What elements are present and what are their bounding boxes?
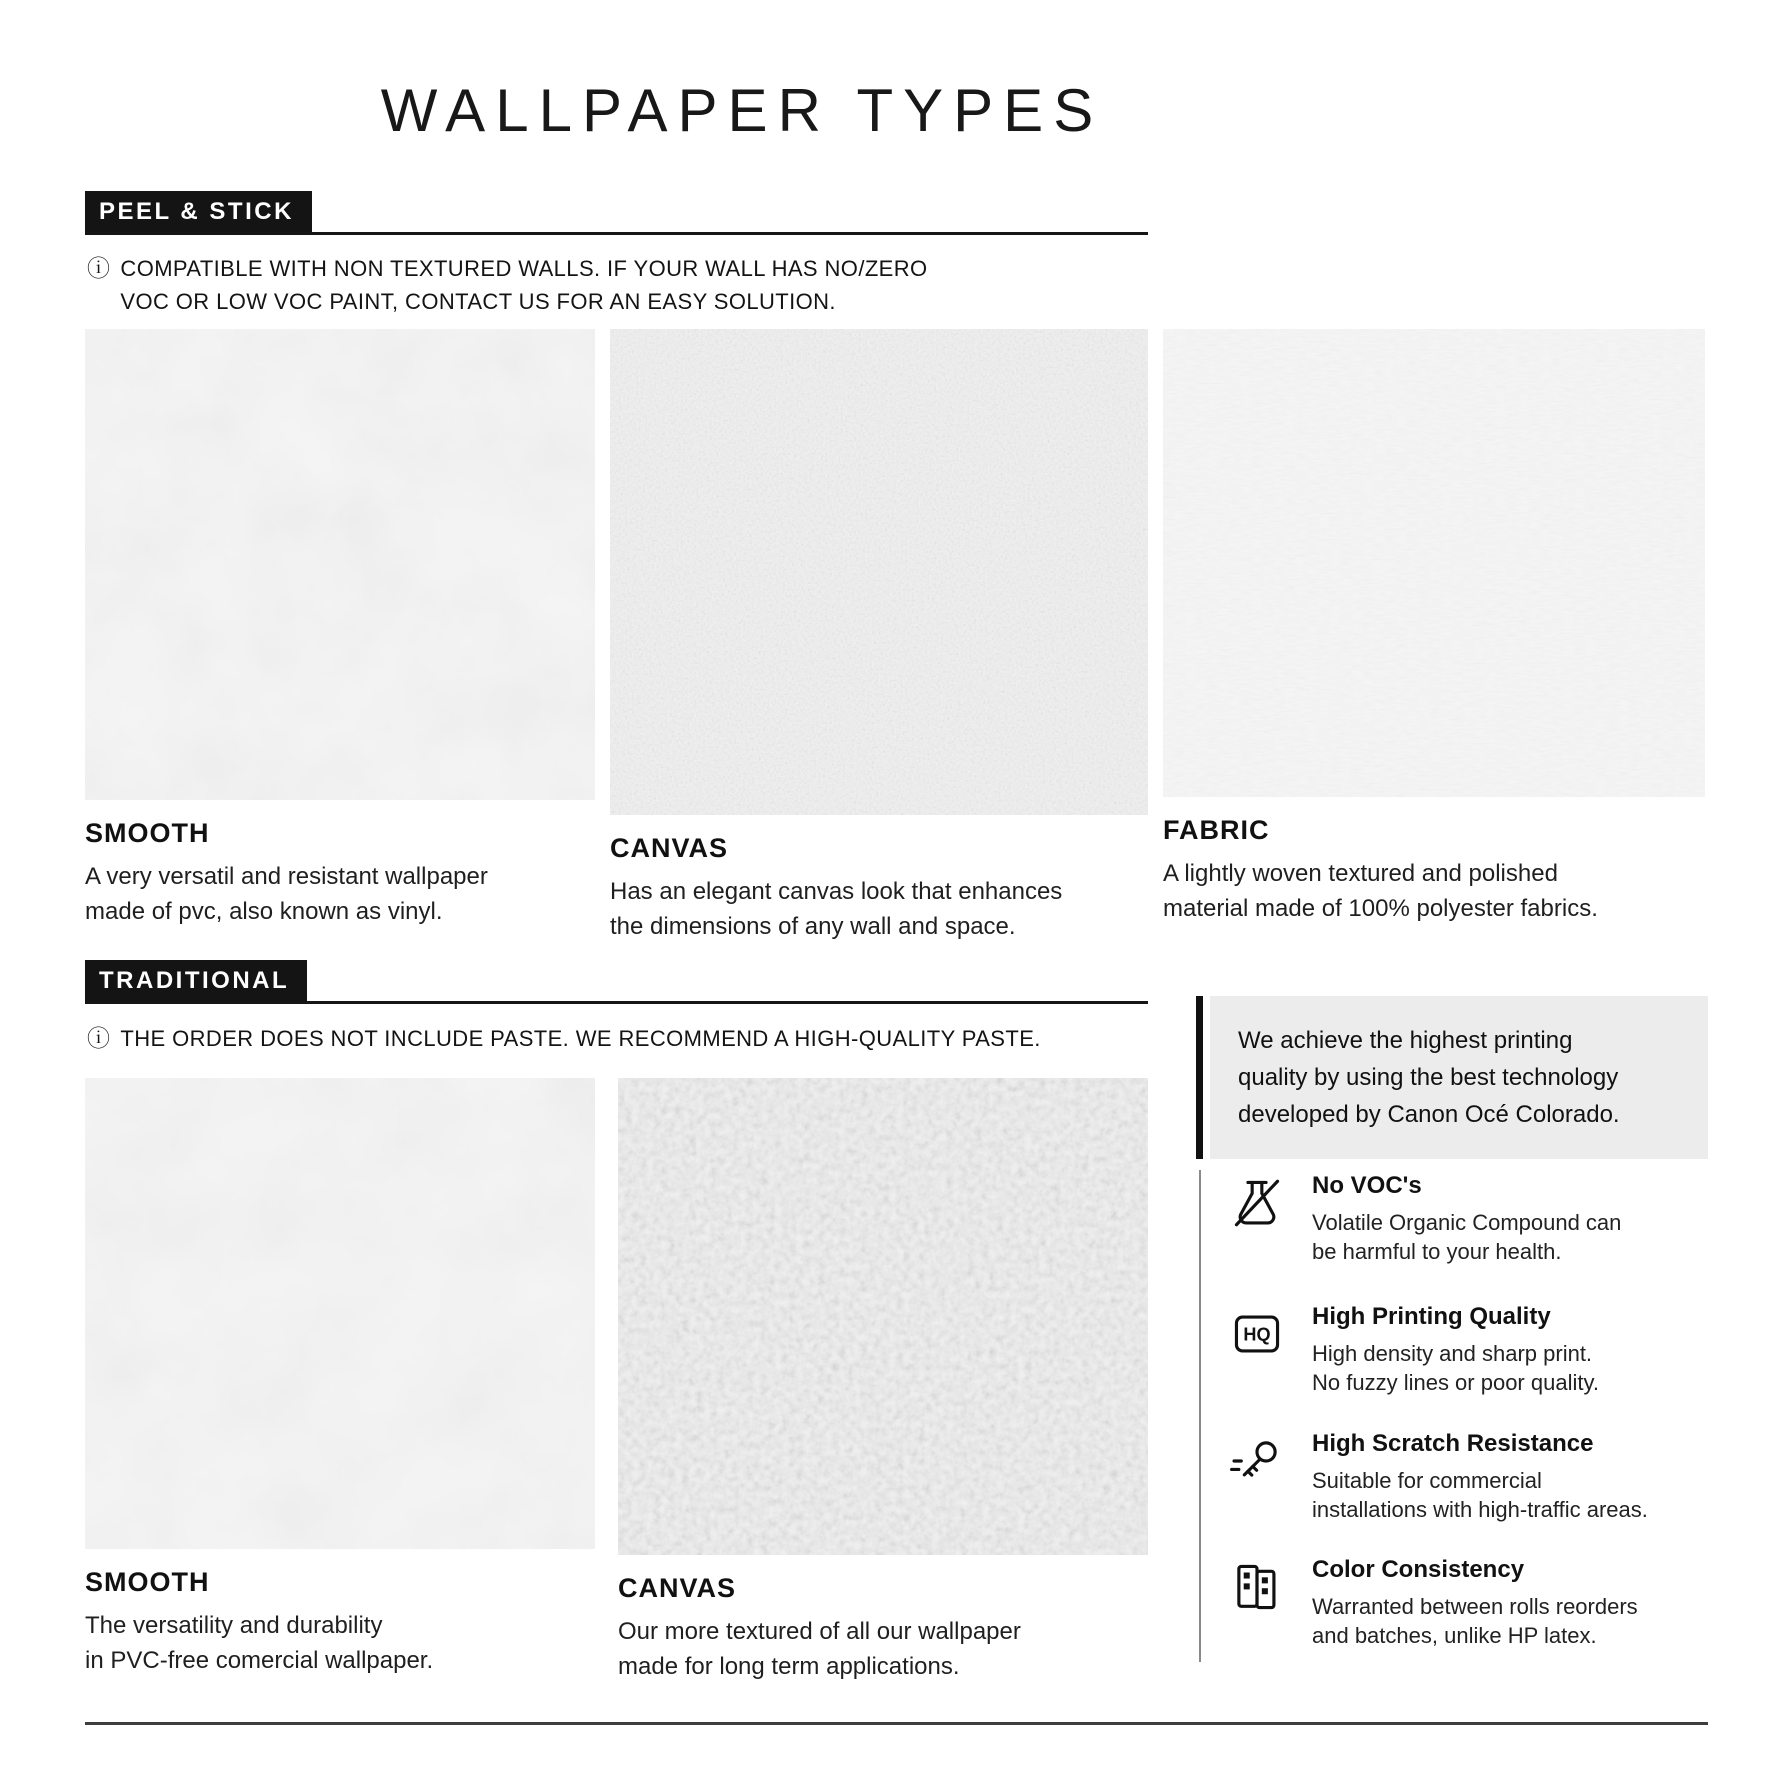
feature-description: Warranted between rolls reorders and batches, unlike HP latex.	[1312, 1594, 1638, 1648]
traditional-smooth-card	[85, 1078, 595, 1678]
swatch-description: Our more textured of all our wallpaper made for long term applications.	[618, 1618, 1021, 1680]
swatch-description: A very versatil and resistant wallpaper made of pvc, also known as vinyl.	[85, 863, 488, 925]
peel-stick-smooth-card	[85, 329, 595, 929]
info-icon: ⓘ	[87, 255, 111, 281]
swatch-name: CANVAS	[618, 1573, 737, 1603]
feature-high-printing-quality	[1228, 1303, 1706, 1397]
accent-bar	[1196, 996, 1203, 1159]
hq-icon	[1228, 1303, 1286, 1397]
swatch-description: Has an elegant canvas look that enhances the dimensions of any wall and space.	[610, 878, 1063, 940]
peel-stick-note-text: COMPATIBLE WITH NON TEXTURED WALLS. IF YOUR WALL HAS NO/ZERO VOC OR LOW VOC PAINT, CONTACT US FOR AN EASY SOLUTION.	[120, 256, 928, 314]
feature-color-consistency	[1228, 1556, 1706, 1650]
peel-stick-label: PEEL & STICK	[85, 191, 312, 232]
smooth-texture-image	[85, 1078, 595, 1549]
feature-high-scratch-resistance	[1228, 1430, 1706, 1524]
feature-description: High density and sharp print. No fuzzy lines or poor quality.	[1312, 1341, 1599, 1395]
traditional-note-text: THE ORDER DOES NOT INCLUDE PASTE. WE RECOMMEND A HIGH-QUALITY PASTE.	[120, 1026, 1041, 1051]
peel-stick-fabric-card	[1163, 329, 1705, 926]
traditional-label: TRADITIONAL	[85, 960, 307, 1001]
peel-stick-header	[85, 191, 1148, 235]
quality-statement: We achieve the highest printing quality by using the best technology developed by Canon Océ Colorado.	[1210, 996, 1708, 1159]
feature-title: Color Consistency	[1312, 1556, 1525, 1583]
traditional-note	[87, 1022, 1041, 1055]
traditional-header	[85, 960, 1148, 1004]
swatch-name: SMOOTH	[85, 1567, 210, 1597]
svg-text:HQ: HQ	[1243, 1324, 1271, 1345]
canvas-texture-image	[610, 329, 1148, 815]
traditional-canvas-card	[618, 1078, 1148, 1684]
feature-title: High Printing Quality	[1312, 1303, 1551, 1330]
swatch-description: A lightly woven textured and polished material made of 100% polyester fabrics.	[1163, 860, 1598, 922]
feature-title: No VOC's	[1312, 1172, 1422, 1199]
color-swatch-icon	[1228, 1556, 1286, 1650]
bottom-divider	[85, 1722, 1708, 1725]
smooth-texture-image	[85, 329, 595, 800]
feature-text	[1312, 1556, 1638, 1650]
scratch-key-icon	[1228, 1430, 1286, 1524]
feature-text	[1312, 1172, 1621, 1266]
peel-stick-note	[87, 252, 928, 318]
quality-statement-box	[1196, 996, 1708, 1159]
feature-no-voc	[1228, 1172, 1706, 1266]
feature-text	[1312, 1430, 1648, 1524]
feature-title: High Scratch Resistance	[1312, 1430, 1594, 1457]
info-icon: ⓘ	[87, 1025, 111, 1051]
features-divider-line	[1199, 1170, 1201, 1662]
no-voc-icon	[1228, 1172, 1286, 1266]
swatch-name: FABRIC	[1163, 815, 1270, 845]
swatch-name: SMOOTH	[85, 818, 210, 848]
swatch-description: The versatility and durability in PVC-free comercial wallpaper.	[85, 1612, 434, 1674]
feature-description: Suitable for commercial installations with high-traffic areas.	[1312, 1468, 1648, 1522]
feature-description: Volatile Organic Compound can be harmful to your health.	[1312, 1210, 1622, 1264]
feature-text	[1312, 1303, 1599, 1397]
page-title: WALLPAPER TYPES	[380, 77, 1104, 144]
fabric-texture-image	[1163, 329, 1705, 797]
canvas-coarse-texture-image	[618, 1078, 1148, 1555]
swatch-name: CANVAS	[610, 833, 729, 863]
peel-stick-canvas-card	[610, 329, 1148, 944]
